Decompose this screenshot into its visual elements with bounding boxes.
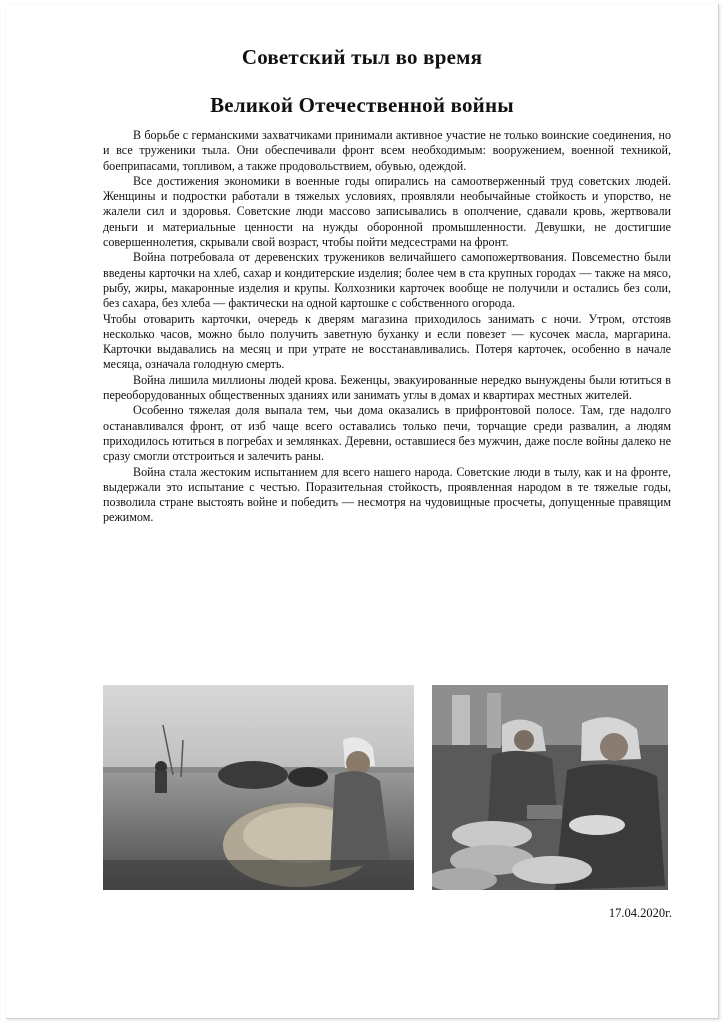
photo-field-harvest xyxy=(103,685,414,890)
title-line-1: Советский тыл во время xyxy=(241,45,483,69)
paragraph: В борьбе с германскими захватчиками принимали активное участие не только воинские соединения, но и все труженики тыла. Они обеспечивали фронт всем необходимым: вооружением, военной техникой, боеприпасами, топливом, а также продовольствием, обувью, одеждой. xyxy=(103,128,671,173)
photo-factory-workers xyxy=(432,685,668,890)
document-date: 17.04.2020г. xyxy=(608,906,672,920)
paragraph: Война потребовала от деревенских тружеников величайшего самопожертвования. Повсеместно были введены карточки на хлеб, сахар и кондитерские изделия; более чем в ста крупных городах — также на мясо, рыбу, жиры, макаронные изделия и крупы. Колхозники карточек вообще не получили и остались без соли, без сахара, без хлеба — фактически на одной картошке с собственного огорода. xyxy=(103,250,671,311)
title-line-2: Великой Отечественной войны xyxy=(210,93,514,117)
paragraph: Война стала жестоким испытанием для всего нашего народа. Советские люди в тылу, как и на фронте, выдержали это испытание с честью. Поразительная стойкость, проявленная народом в те тяжелые годы, позволила стране выстоять войне и победить — несмотря на чудовищные просчеты, допущенные правящим режимом. xyxy=(103,464,671,525)
article-body xyxy=(103,128,671,526)
paragraph: Все достижения экономики в военные годы опирались на самоотверженный труд советских людей. Женщины и подростки работали в тяжелых условиях, проявляли необычайные стойкость и упорство, не жалели сил и здоровья. Советские люди массово записывались в ополчение, сдавали кровь, жертвовали деньги и материальные ценности на нужды оборонной промышленности. Девушки, не достигшие совершеннолетия, скрывали свой возраст, чтобы пойти медсестрами на фронт. xyxy=(103,173,671,250)
paragraph: Особенно тяжелая доля выпала тем, чьи дома оказались в прифронтовой полосе. Там, где надолго останавливался фронт, от изб чаще всего оставались только печи, торчащие среди развалин, а людям приходилось ютиться в погребах и землянках. Деревни, оставшиеся без мужчин, даже после войны далеко не сразу смогли отстроиться и залечить раны. xyxy=(103,403,671,464)
paragraph: Чтобы отоварить карточки, очередь к дверям магазина приходилось занимать с ночи. Утром, отстояв несколько часов, можно было получить заветную буханку и если повезет — кусочек масла, маргарина. Карточки выдавались на месяц и при утрате не восстанавливались. Потеря карточек, особенно в начале месяца, означала голодную смерть. xyxy=(103,311,671,372)
paragraph: Война лишила миллионы людей крова. Беженцы, эвакуированные нередко вынуждены были ютиться в переоборудованных общественных зданиях или занимать углы в домах и квартирах местных жителей. xyxy=(103,372,671,403)
